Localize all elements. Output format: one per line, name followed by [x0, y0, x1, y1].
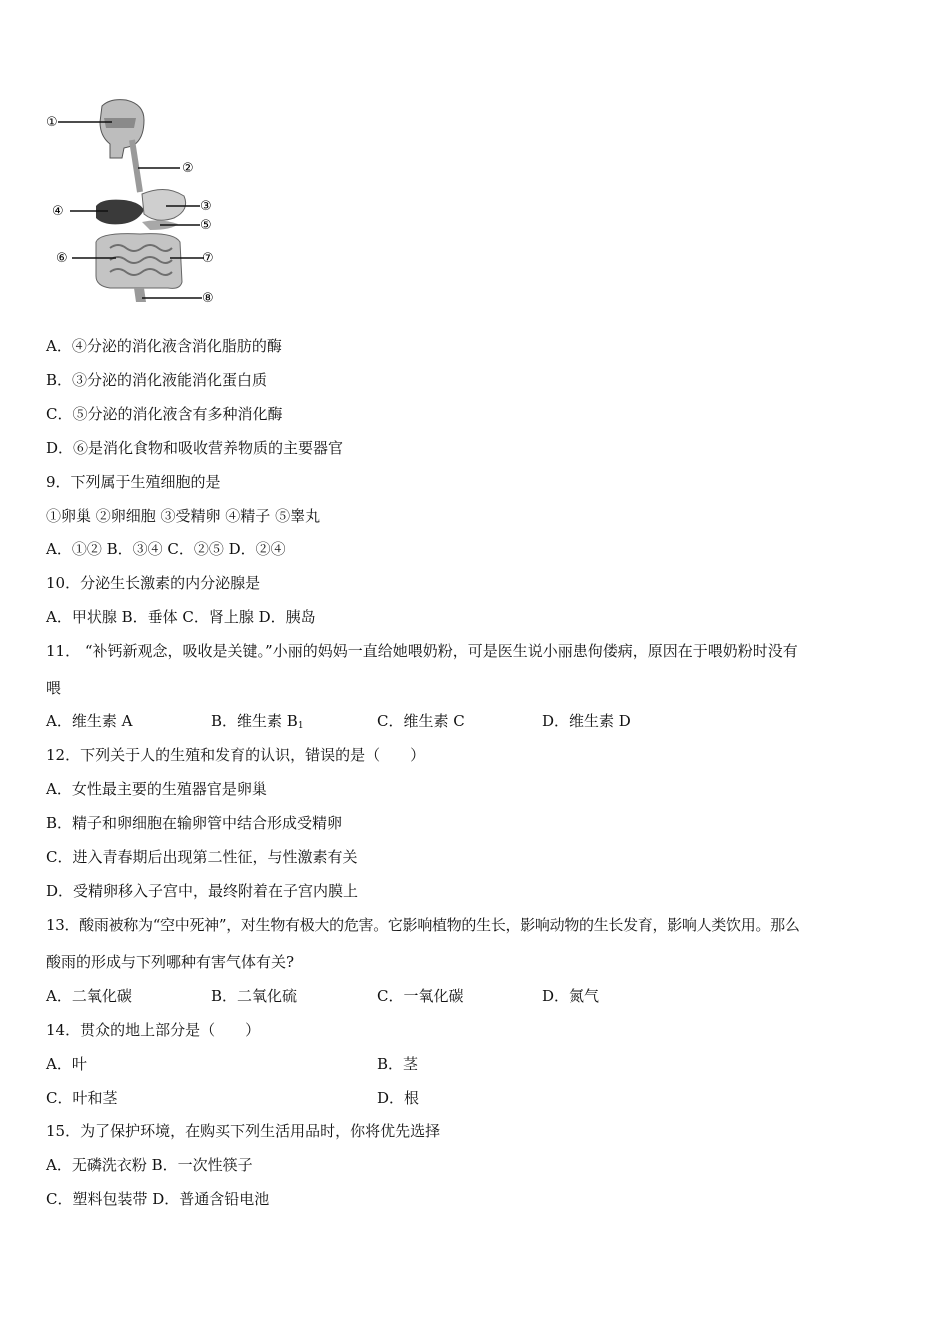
- label-2: ②: [182, 161, 194, 176]
- label-7: ⑦: [202, 251, 214, 266]
- rectum-shape: [134, 288, 146, 302]
- q12-option-c: C．进入青春期后出现第二性征，与性激素有关: [46, 848, 358, 866]
- head-shape: [100, 100, 144, 158]
- q9-options: A．①② B．③④ C．②⑤ D．②④: [46, 540, 286, 558]
- label-8: ⑧: [202, 291, 214, 306]
- q11-option-b-text: B．维生素 B: [211, 712, 298, 730]
- q14-option-d: D．根: [377, 1089, 420, 1107]
- q11-stem-line2: 喂: [46, 679, 62, 697]
- q14-option-b: B．茎: [377, 1055, 419, 1073]
- esophagus-shape: [132, 140, 140, 192]
- mouth-cavity: [104, 118, 136, 128]
- q13-option-d: D．氮气: [542, 987, 600, 1005]
- q11-stem-line1: 11． “补钙新观念，吸收是关键。”小丽的妈妈一直给她喂奶粉，可是医生说小丽患佝偻病，原因在于喂奶粉时没有: [46, 642, 798, 660]
- q12-stem: 12．下列关于人的生殖和发育的认识，错误的是（ ）: [46, 746, 426, 764]
- q12-option-d: D．受精卵移入子宫中，最终附着在子宫内膜上: [46, 882, 359, 900]
- q10-options: A．甲状腺 B．垂体 C．肾上腺 D．胰岛: [46, 608, 316, 626]
- q14-option-a: A．叶: [46, 1055, 87, 1073]
- q15-options-line1: A．无磷洗衣粉 B．一次性筷子: [46, 1156, 253, 1174]
- q8-option-a: A．④分泌的消化液含消化脂肪的酶: [46, 337, 282, 355]
- label-5: ⑤: [200, 218, 212, 233]
- q11-option-b: [211, 711, 304, 736]
- q10-stem: 10．分泌生长激素的内分泌腺是: [46, 574, 261, 592]
- q12-option-b: B．精子和卵细胞在输卵管中结合形成受精卵: [46, 814, 343, 832]
- q8-option-c: C．⑤分泌的消化液含有多种消化酶: [46, 405, 283, 423]
- q13-option-c: C．一氧化碳: [377, 987, 464, 1005]
- q15-options-line2: C．塑料包装带 D．普通含铅电池: [46, 1190, 270, 1208]
- q9-stem: 9．下列属于生殖细胞的是: [46, 473, 221, 491]
- q11-option-b-subscript: 1: [297, 721, 304, 731]
- q11-option-c: C．维生素 C: [377, 712, 465, 730]
- q11-option-d: D．维生素 D: [542, 712, 631, 730]
- label-6: ⑥: [56, 251, 68, 266]
- q13-stem-line2: 酸雨的形成与下列哪种有害气体有关?: [46, 953, 295, 971]
- label-1: ①: [46, 115, 58, 130]
- q13-option-a: A．二氧化碳: [46, 987, 132, 1005]
- q14-option-c: C．叶和茎: [46, 1089, 118, 1107]
- q15-stem: 15．为了保护环境，在购买下列生活用品时，你将优先选择: [46, 1122, 441, 1140]
- q13-stem-line1: 13．酸雨被称为“空中死神”，对生物有极大的危害。它影响植物的生长，影响动物的生长发育，影响人类饮用。那么: [46, 916, 800, 934]
- label-3: ③: [200, 199, 212, 214]
- liver-shape: [96, 200, 144, 225]
- q13-option-b: B．二氧化硫: [211, 987, 298, 1005]
- q8-option-d: D．⑥是消化食物和吸收营养物质的主要器官: [46, 439, 344, 457]
- digestive-system-figure: [40, 96, 230, 308]
- q14-stem: 14．贯众的地上部分是（ ）: [46, 1021, 261, 1039]
- q9-items: ①卵巢 ②卵细胞 ③受精卵 ④精子 ⑤睾丸: [46, 507, 321, 525]
- q11-option-a: A．维生素 A: [46, 712, 133, 730]
- stomach-shape: [142, 189, 186, 220]
- q8-option-b: B．③分泌的消化液能消化蛋白质: [46, 371, 268, 389]
- label-4: ④: [52, 204, 64, 219]
- q12-option-a: A．女性最主要的生殖器官是卵巢: [46, 780, 267, 798]
